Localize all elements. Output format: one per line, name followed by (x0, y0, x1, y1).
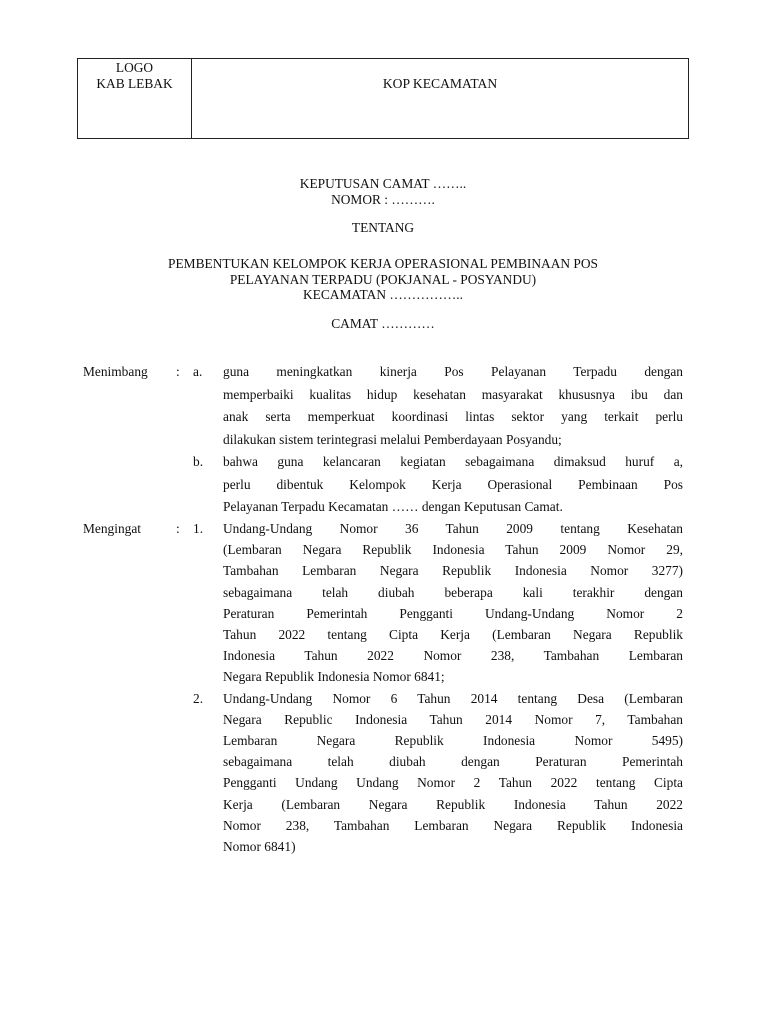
mengingat-item-line: sebagaimana telah diubah beberapa kali terakhir dengan (223, 584, 683, 600)
decree-subject (77, 256, 689, 303)
decree-subject-line-2: PELAYANAN TERPADU (POKJANAL - POSYANDU) (229, 271, 537, 287)
menimbang-label: Menimbang (83, 364, 148, 379)
tentang-heading: TENTANG (351, 220, 415, 235)
menimbang-row (83, 451, 683, 519)
mengingat-item-line: Tahun 2022 tentang Cipta Kerja (Lembaran Negara Republik (223, 627, 683, 643)
menimbang-row (83, 361, 683, 451)
mengingat-item-line: Tambahan Lembaran Negara Republik Indonesia Nomor 3277) (223, 563, 683, 579)
mengingat-item-text (223, 518, 683, 688)
menimbang-item-line: guna meningkatkan kinerja Pos Pelayanan Terpadu dengan (223, 364, 683, 379)
menimbang-item-line: memperbaiki kualitas hidup kesehatan masyarakat khususnya ibu dan (223, 386, 683, 402)
mengingat-section (83, 518, 683, 857)
mengingat-row (83, 518, 683, 688)
mengingat-item-line: Indonesia Tahun 2022 Nomor 238, Tambahan Lembaran (223, 648, 683, 664)
menimbang-item-marker: b. (193, 454, 204, 469)
logo-cell (78, 59, 192, 138)
menimbang-colon: : (176, 364, 180, 379)
menimbang-section (83, 361, 683, 519)
mengingat-item-text (223, 688, 683, 858)
mengingat-item-line: Undang-Undang Nomor 36 Tahun 2009 tentang Kesehatan (223, 521, 683, 536)
menimbang-item-marker: a. (193, 364, 203, 379)
mengingat-item-line: Lembaran Negara Republik Indonesia Nomor 5495) (223, 733, 683, 749)
mengingat-item-line: Negara Republic Indonesia Tahun 2014 Nomor 7, Tambahan (223, 711, 683, 727)
menimbang-item-text (223, 451, 683, 519)
menimbang-item-text (223, 361, 683, 451)
menimbang-item-line: perlu dibentuk Kelompok Kerja Operasional Pembinaan Pos (223, 476, 683, 492)
mengingat-item-line: Undang-Undang Nomor 6 Tahun 2014 tentang Desa (Lembaran (223, 690, 683, 706)
mengingat-item (193, 688, 683, 858)
mengingat-item-line: Negara Republik Indonesia Nomor 6841; (223, 669, 445, 685)
menimbang-item (193, 361, 683, 451)
mengingat-label: Mengingat (83, 521, 142, 536)
mengingat-item-line: Kerja (Lembaran Negara Republik Indonesia Tahun 2022 (223, 796, 683, 812)
mengingat-item-line: Pengganti Undang Undang Nomor 2 Tahun 2022 tentang Cipta (223, 775, 683, 791)
decree-subject-line-3: KECAMATAN …………….. (303, 287, 463, 302)
menimbang-item-line: Pelayanan Terpadu Kecamatan …… dengan Keputusan Camat. (223, 499, 563, 514)
camat-heading: CAMAT ………… (331, 316, 435, 331)
mengingat-colon: : (176, 521, 180, 536)
logo-line-1: LOGO (115, 60, 154, 75)
menimbang-item (193, 451, 683, 519)
menimbang-item-line: bahwa guna kelancaran kegiatan sebagaimana dimaksud huruf a, (223, 454, 683, 469)
menimbang-item-line: anak serta memperkuat koordinasi lintas sektor yang terkait perlu (223, 409, 683, 424)
mengingat-item-line: sebagaimana telah diubah dengan Peraturan Pemerintah (223, 754, 683, 770)
logo-line-2: KAB LEBAK (96, 75, 173, 91)
mengingat-item-line: Nomor 238, Tambahan Lembaran Negara Republik Indonesia (223, 817, 683, 833)
mengingat-item-marker: 1. (193, 521, 204, 536)
mengingat-item-line: (Lembaran Negara Republik Indonesia Tahun 2009 Nomor 29, (223, 542, 683, 558)
mengingat-item-line: Peraturan Pemerintah Pengganti Undang-Undang Nomor 2 (223, 605, 683, 621)
mengingat-item-line: Nomor 6841) (223, 839, 296, 855)
mengingat-item (193, 518, 683, 688)
decree-number: NOMOR : ………. (331, 191, 435, 207)
mengingat-row (83, 688, 683, 858)
decree-subject-line-1: PEMBENTUKAN KELOMPOK KERJA OPERASIONAL PEMBINAAN POS (168, 256, 598, 271)
letterhead-title: KOP KECAMATAN (382, 76, 498, 91)
decree-title-block (77, 176, 689, 207)
mengingat-item-marker: 2. (193, 690, 204, 706)
letterhead-table (77, 58, 689, 139)
decree-title: KEPUTUSAN CAMAT …….. (299, 176, 467, 191)
menimbang-item-line: dilakukan sistem terintegrasi melalui Pemberdayaan Posyandu; (223, 431, 562, 447)
